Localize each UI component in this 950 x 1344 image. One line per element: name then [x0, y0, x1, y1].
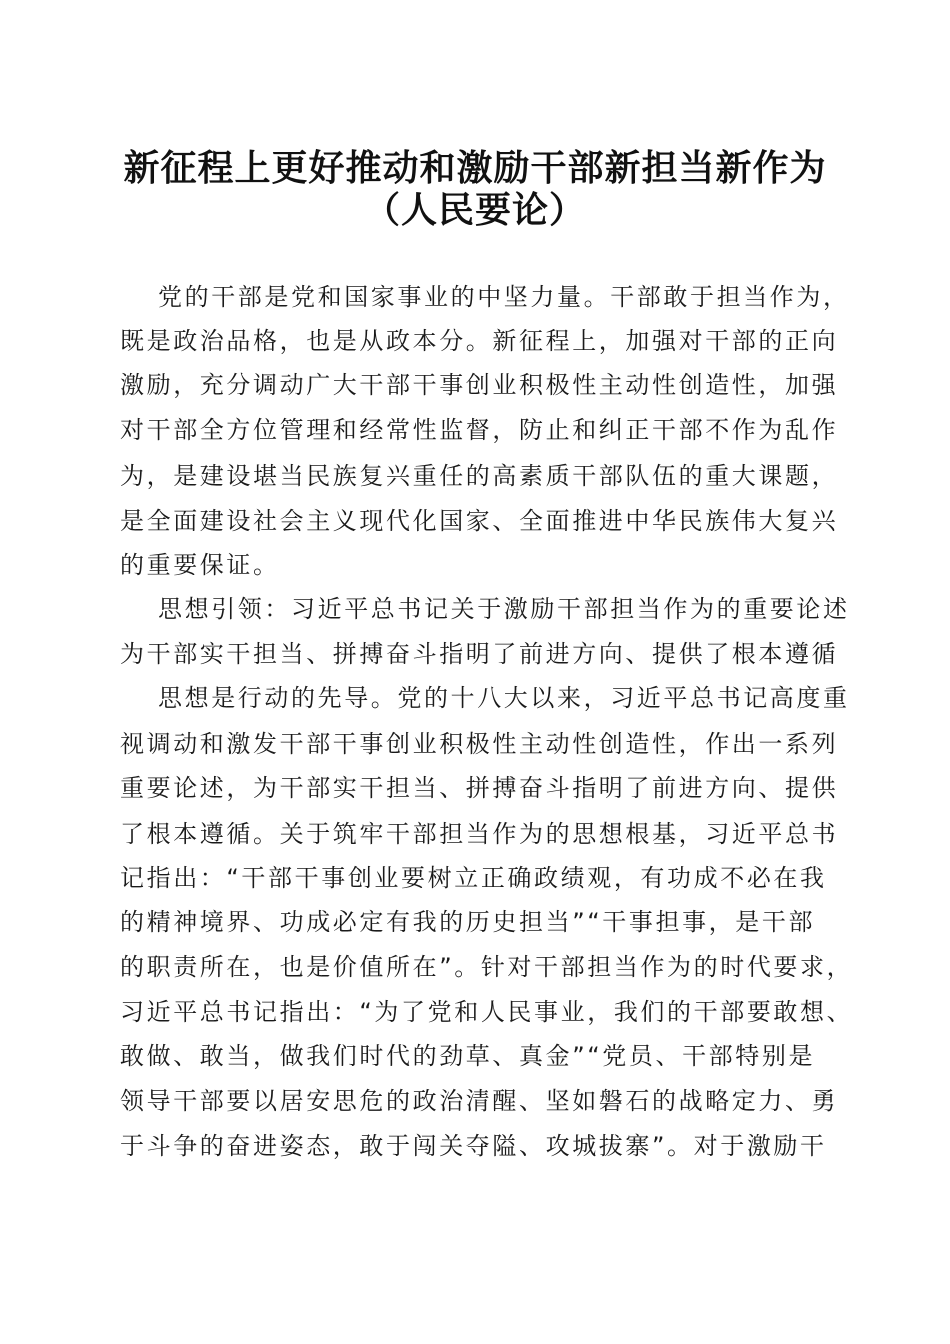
- paragraph-2-line-3: 重要论述，为干部实干担当、拼搏奋斗指明了前进方向、提供: [120, 774, 839, 802]
- section-heading-line-2: 为干部实干担当、拼搏奋斗指明了前进方向、提供了根本遵循: [120, 640, 839, 668]
- paragraph-1-line-5: 为，是建设堪当民族复兴重任的高素质干部队伍的重大课题，: [120, 462, 839, 490]
- paragraph-2-line-10: 领导干部要以居安思危的政治清醒、坚如磐石的战略定力、勇: [120, 1087, 839, 1115]
- document-title: 新征程上更好推动和激励干部新担当新作为: [123, 147, 827, 189]
- paragraph-2-line-8: 习近平总书记指出：“为了党和人民事业，我们的干部要敢想、: [120, 998, 854, 1026]
- section-heading-line-1: 思想引领：习近平总书记关于激励干部担当作为的重要论述: [158, 595, 850, 623]
- paragraph-1-line-2: 既是政治品格，也是从政本分。新征程上，加强对干部的正向: [120, 327, 839, 355]
- paragraph-2-line-9: 敢做、敢当，做我们时代的劲草、真金”“党员、干部特别是: [120, 1042, 816, 1070]
- paragraph-1-line-3: 激励，充分调动广大干部干事创业积极性主动性创造性，加强: [120, 371, 839, 399]
- paragraph-2-line-2: 视调动和激发干部干事创业积极性主动性创造性，作出一系列: [120, 730, 839, 758]
- paragraph-2-line-4: 了根本遵循。关于筑牢干部担当作为的思想根基，习近平总书: [120, 820, 839, 848]
- paragraph-1-line-6: 是全面建设社会主义现代化国家、全面推进中华民族伟大复兴: [120, 507, 839, 535]
- paragraph-2-line-6: 的精神境界、功成必定有我的历史担当”“干事担事，是干部: [120, 908, 816, 936]
- paragraph-1-line-4: 对干部全方位管理和经常性监督，防止和纠正干部不作为乱作: [120, 416, 839, 444]
- paragraph-2-line-7: 的职责所在，也是价值所在”。针对干部担当作为的时代要求，: [120, 953, 854, 981]
- paragraph-2-line-5: 记指出：“干部干事创业要树立正确政绩观，有功成不必在我: [120, 864, 827, 892]
- document-subtitle: （人民要论）: [363, 189, 586, 231]
- paragraph-2-line-1: 思想是行动的先导。党的十八大以来，习近平总书记高度重: [158, 684, 850, 712]
- paragraph-1-line-7: 的重要保证。: [120, 551, 280, 579]
- paragraph-2-line-11: 于斗争的奋进姿态，敢于闯关夺隘、攻城拔寨”。对于激励干: [120, 1132, 827, 1160]
- paragraph-1-line-1: 党的干部是党和国家事业的中坚力量。干部敢于担当作为，: [158, 283, 850, 311]
